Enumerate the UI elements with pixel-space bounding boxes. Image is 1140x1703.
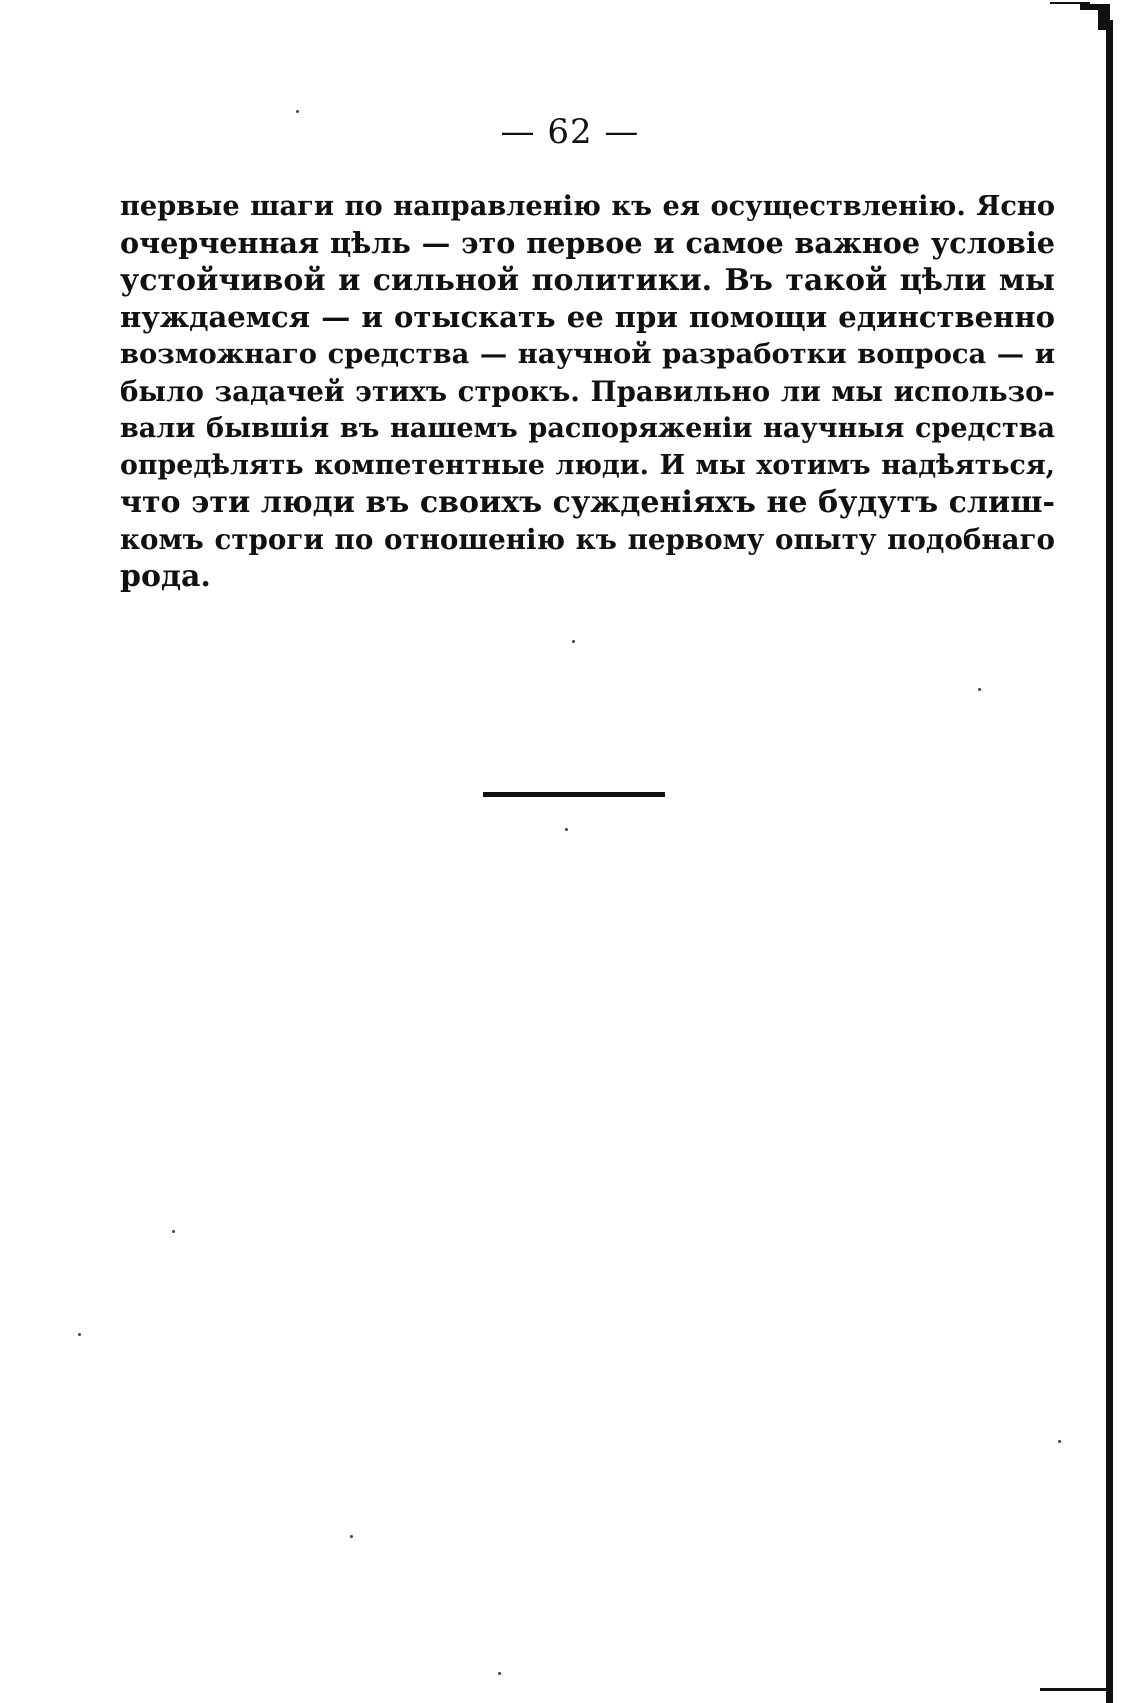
scan-speck xyxy=(572,640,575,643)
text-line: опредѣлять компетентные люди. И мы хотимъ надѣяться, xyxy=(120,450,1055,481)
end-rule-divider xyxy=(483,792,665,797)
scan-speck xyxy=(565,828,568,831)
text-line: устойчивой и сильной политики. Въ такой цѣли мы xyxy=(120,263,1055,298)
scan-speck xyxy=(1058,1440,1061,1443)
text-line-last: рода. xyxy=(120,559,211,594)
text-line: возможнаго средства — научной разработки вопроса — и xyxy=(120,338,1055,370)
text-line: нуждаемся — и отыскать ее при помощи единственно xyxy=(120,300,1055,334)
text-line: комъ строги по отношенію къ первому опыту подобнаго xyxy=(120,523,1055,556)
text-line: вали бывшія въ нашемъ распоряженіи научныя средства xyxy=(120,413,1055,444)
page-number: — 62 — xyxy=(500,112,640,152)
text-line: очерченная цѣль — это первое и самое важное условіе xyxy=(120,226,1055,260)
scan-speck xyxy=(498,1672,501,1675)
scan-edge-shadow xyxy=(1106,20,1113,1703)
text-line: первые шаги по направленію къ ея осуществленію. Ясно xyxy=(120,190,1055,222)
scan-edge-top-marks xyxy=(1050,0,1110,30)
scan-speck xyxy=(172,1230,175,1233)
scan-speck xyxy=(350,1535,353,1538)
scan-speck xyxy=(296,110,299,113)
scan-edge-bottom-mark xyxy=(1040,1688,1110,1691)
text-line: что эти люди въ своихъ сужденіяхъ не будутъ слиш- xyxy=(120,485,1055,520)
text-line: было задачей этихъ строкъ. Правильно ли мы использо- xyxy=(120,375,1055,408)
body-text xyxy=(120,188,1055,595)
scan-speck xyxy=(78,1333,81,1336)
scan-speck xyxy=(978,688,981,691)
